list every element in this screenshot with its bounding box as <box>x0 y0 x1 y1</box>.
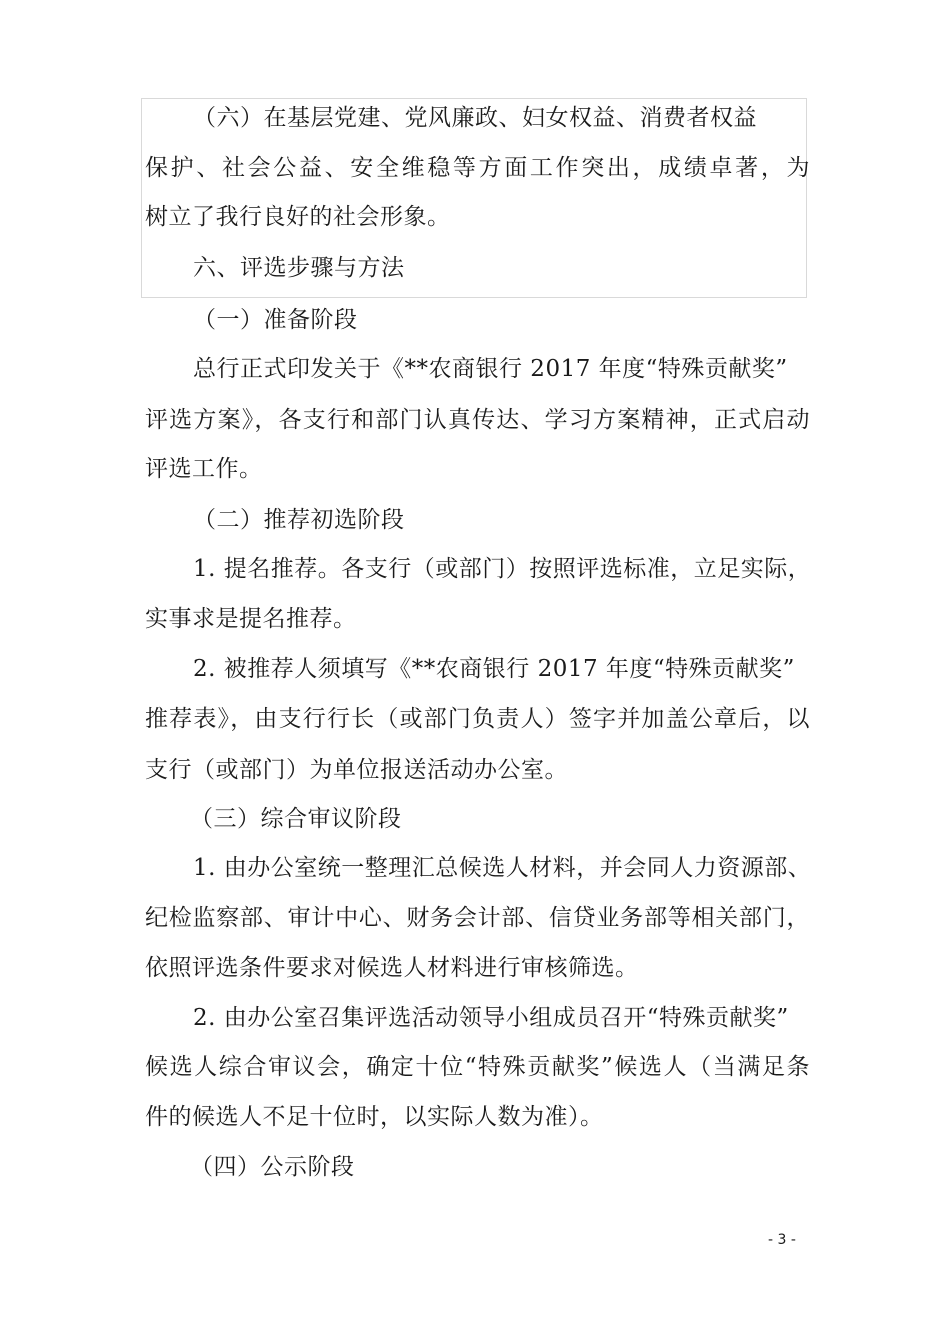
subsection-heading: （四）公示阶段 <box>190 1154 355 1180</box>
subsection-heading: （二）推荐初选阶段 <box>193 507 405 533</box>
paragraph-line: 保护、社会公益、安全维稳等方面工作突出，成绩卓著，为 <box>145 155 810 181</box>
paragraph-line: 件的候选人不足十位时，以实际人数为准）。 <box>145 1104 604 1130</box>
subsection-heading: （一）准备阶段 <box>193 307 358 333</box>
paragraph-line: 2. 由办公室召集评选活动领导小组成员召开“特殊贡献奖” <box>193 1005 789 1031</box>
subsection-heading: （三）综合审议阶段 <box>190 806 402 832</box>
paragraph-line: 树立了我行良好的社会形象。 <box>145 204 451 230</box>
paragraph-line: 2. 被推荐人须填写《**农商银行 2017 年度“特殊贡献奖” <box>193 656 795 682</box>
paragraph-line: 推荐表》，由支行行长（或部门负责人）签字并加盖公章后，以 <box>145 706 810 732</box>
paragraph-line: 1. 提名推荐。各支行（或部门）按照评选标准，立足实际， <box>193 556 812 582</box>
paragraph-line: 评选工作。 <box>145 456 263 482</box>
paragraph-line: 候选人综合审议会，确定十位“特殊贡献奖”候选人（当满足条 <box>145 1054 810 1080</box>
paragraph-line: 1. 由办公室统一整理汇总候选人材料，并会同人力资源部、 <box>193 855 812 881</box>
page-number: - 3 - <box>768 1232 796 1248</box>
section-heading: 六、评选步骤与方法 <box>193 255 405 281</box>
paragraph-line: 纪检监察部、审计中心、财务会计部、信贷业务部等相关部门， <box>145 905 810 931</box>
paragraph-line: （六）在基层党建、党风廉政、妇女权益、消费者权益 <box>193 105 757 131</box>
paragraph-line: 总行正式印发关于《**农商银行 2017 年度“特殊贡献奖” <box>193 356 788 382</box>
paragraph-line: 评选方案》，各支行和部门认真传达、学习方案精神，正式启动 <box>145 407 810 433</box>
paragraph-line: 支行（或部门）为单位报送活动办公室。 <box>145 757 568 783</box>
paragraph-line: 实事求是提名推荐。 <box>145 606 357 632</box>
paragraph-line: 依照评选条件要求对候选人材料进行审核筛选。 <box>145 955 639 981</box>
